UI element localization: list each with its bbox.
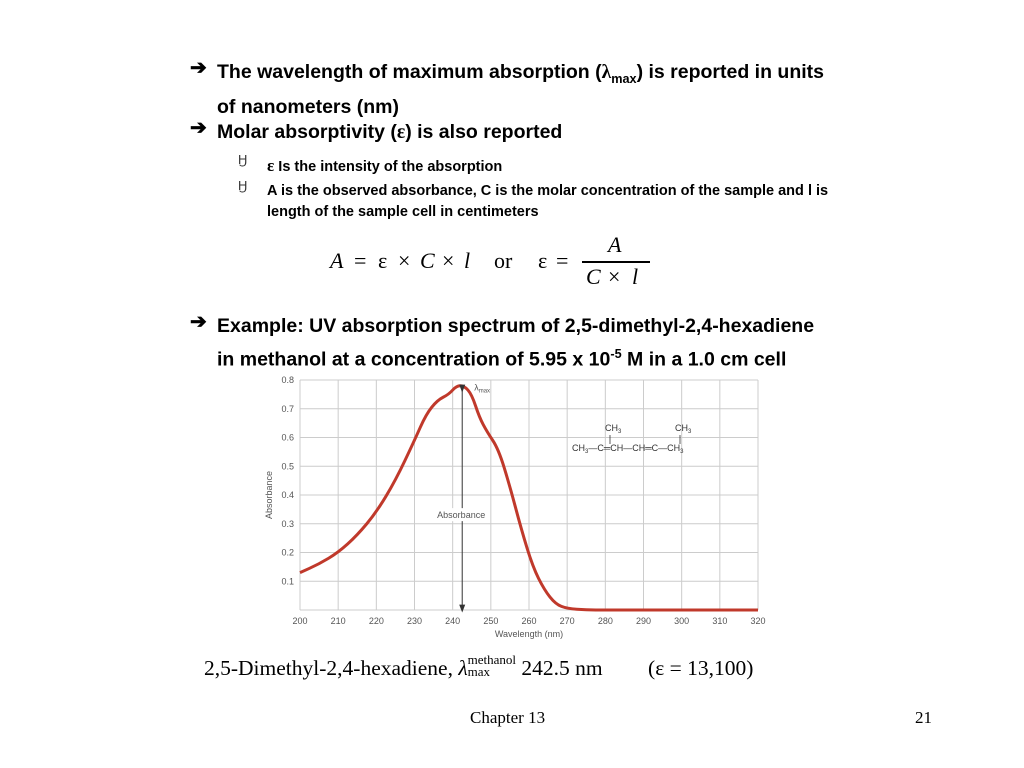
eq-A: A [330,248,344,273]
eq-l: l [464,248,471,273]
epsilon-symbol: ε [396,122,406,143]
y-tick-label: 0.2 [281,547,294,558]
eq-C: C [420,248,435,273]
subbullet-epsilon [238,152,938,178]
eq-epsilon: ε [378,248,388,273]
epsilon-symbol: ε [267,156,275,175]
x-axis-label: Wavelength (nm) [494,629,564,639]
y-tick-label: 0.7 [281,403,294,414]
arrow-icon: ➔ [190,57,207,79]
eq-fraction-bar [582,261,650,263]
uv-absorption-chart [262,372,772,647]
lambda-glyph: λ [474,382,479,393]
caption-value: 242.5 nm [516,656,603,680]
bullet-text: M in a 1.0 cm cell [621,348,787,371]
bullet-molar-text [217,118,950,147]
x-tick-label: 210 [330,616,346,626]
x-tick-label: 310 [712,616,728,626]
bullet-wavelength-text [217,58,950,121]
x-tick-label: 250 [483,616,499,626]
caption-sub: max [467,664,491,680]
molecule-structure [572,423,692,455]
y-axis-ticks [281,375,294,586]
caption-lambda: λ [458,656,468,680]
eq-frac-numerator: A [608,232,622,257]
subbullet-text: A is the observed absorbance, C is the molar concentration of the sample and [267,183,808,199]
subbullet-text: l [807,183,812,199]
y-axis-label: Absorbance [264,470,274,520]
eq-epsilon: ε [538,248,548,273]
structure-ch3-right: $CH_3$ [675,423,692,435]
y-tick-label: 0.4 [281,490,294,500]
x-tick-label: 240 [445,616,461,626]
y-tick-label: 0.6 [281,432,294,443]
eq-times: × [398,248,411,273]
x-tick-label: 260 [521,616,537,626]
chart-grid [300,380,758,610]
caption-epsilon: (ε = 13,100) [648,656,754,680]
subbullet-text: length of the sample cell in centimeters [267,204,539,220]
bullet-text: in methanol at a concentration of 5.95 x 10 [217,348,611,371]
x-tick-label: 300 [674,616,690,626]
eq-or: or [494,248,513,273]
eq-times: × [608,264,621,289]
caption-compound: 2,5-Dimethyl-2,4-hexadiene, [204,656,459,680]
absorbance-equation [330,232,670,292]
lambda-max-annotation [474,383,490,395]
y-tick-label: 0.5 [281,461,294,472]
bullet-example [190,312,950,374]
compound-caption [204,652,824,682]
lambda-symbol: λ [601,62,612,83]
x-tick-label: 320 [750,616,766,626]
x-tick-label: 280 [597,616,613,626]
subbullet-variables [238,178,938,223]
arrow-icon: ➔ [190,117,207,139]
y-tick-label: 0.1 [281,576,294,587]
structure-ch3-left: $CH_3$ [605,423,622,435]
x-tick-label: 270 [559,616,575,626]
y-tick-label: 0.3 [281,518,294,529]
bullet-example-text [217,312,950,374]
arrow-icon: ➔ [190,311,207,333]
x-axis-ticks [292,616,765,626]
x-tick-label: 200 [292,616,308,626]
bullet-text: Molar absorptivity ( [217,121,397,143]
bullet-text: Example: UV absorption spectrum of 2,5-dimethyl-2,4-hexadiene [217,315,815,337]
eq-frac-C: C [586,264,601,289]
subbullet-variables-text [267,181,938,223]
x-tick-label: 230 [406,616,423,626]
eq-times: × [442,248,455,273]
bullet-wavelength [190,58,950,121]
footer-page-number: 21 [915,708,932,727]
subbullet-epsilon-text [267,155,938,178]
bullet-text: The wavelength of maximum absorption ( [217,61,602,83]
caption-sup: methanol [467,652,517,668]
hollow-bullet-icon: Ӈ [238,152,248,167]
bullet-text: of nanometers (nm) [217,95,400,118]
x-tick-label: 220 [368,616,384,626]
bullet-text: ) is reported in units [636,61,825,83]
eq-equals: = [354,248,367,273]
max-subscript: max [611,71,637,86]
exponent: -5 [610,347,622,361]
bullet-molar-absorptivity [190,118,950,147]
x-tick-label: 290 [635,616,652,626]
structure-chain: $CH_3—C═CH—CH═C—CH_3$ [572,443,684,455]
max-glyph: max [478,388,491,395]
eq-equals: = [556,248,569,273]
subbullet-text: Is the intensity of the absorption [274,159,503,175]
y-tick-label: 0.8 [281,375,294,385]
caption-sup-sub [468,654,516,678]
absorbance-annotation: Absorbance [437,510,486,521]
subbullet-text: is [811,183,829,199]
hollow-bullet-icon: Ӈ [238,178,248,193]
bullet-text: ) is also reported [405,121,563,143]
footer-chapter: Chapter 13 [470,708,546,727]
eq-frac-l: l [632,264,639,289]
